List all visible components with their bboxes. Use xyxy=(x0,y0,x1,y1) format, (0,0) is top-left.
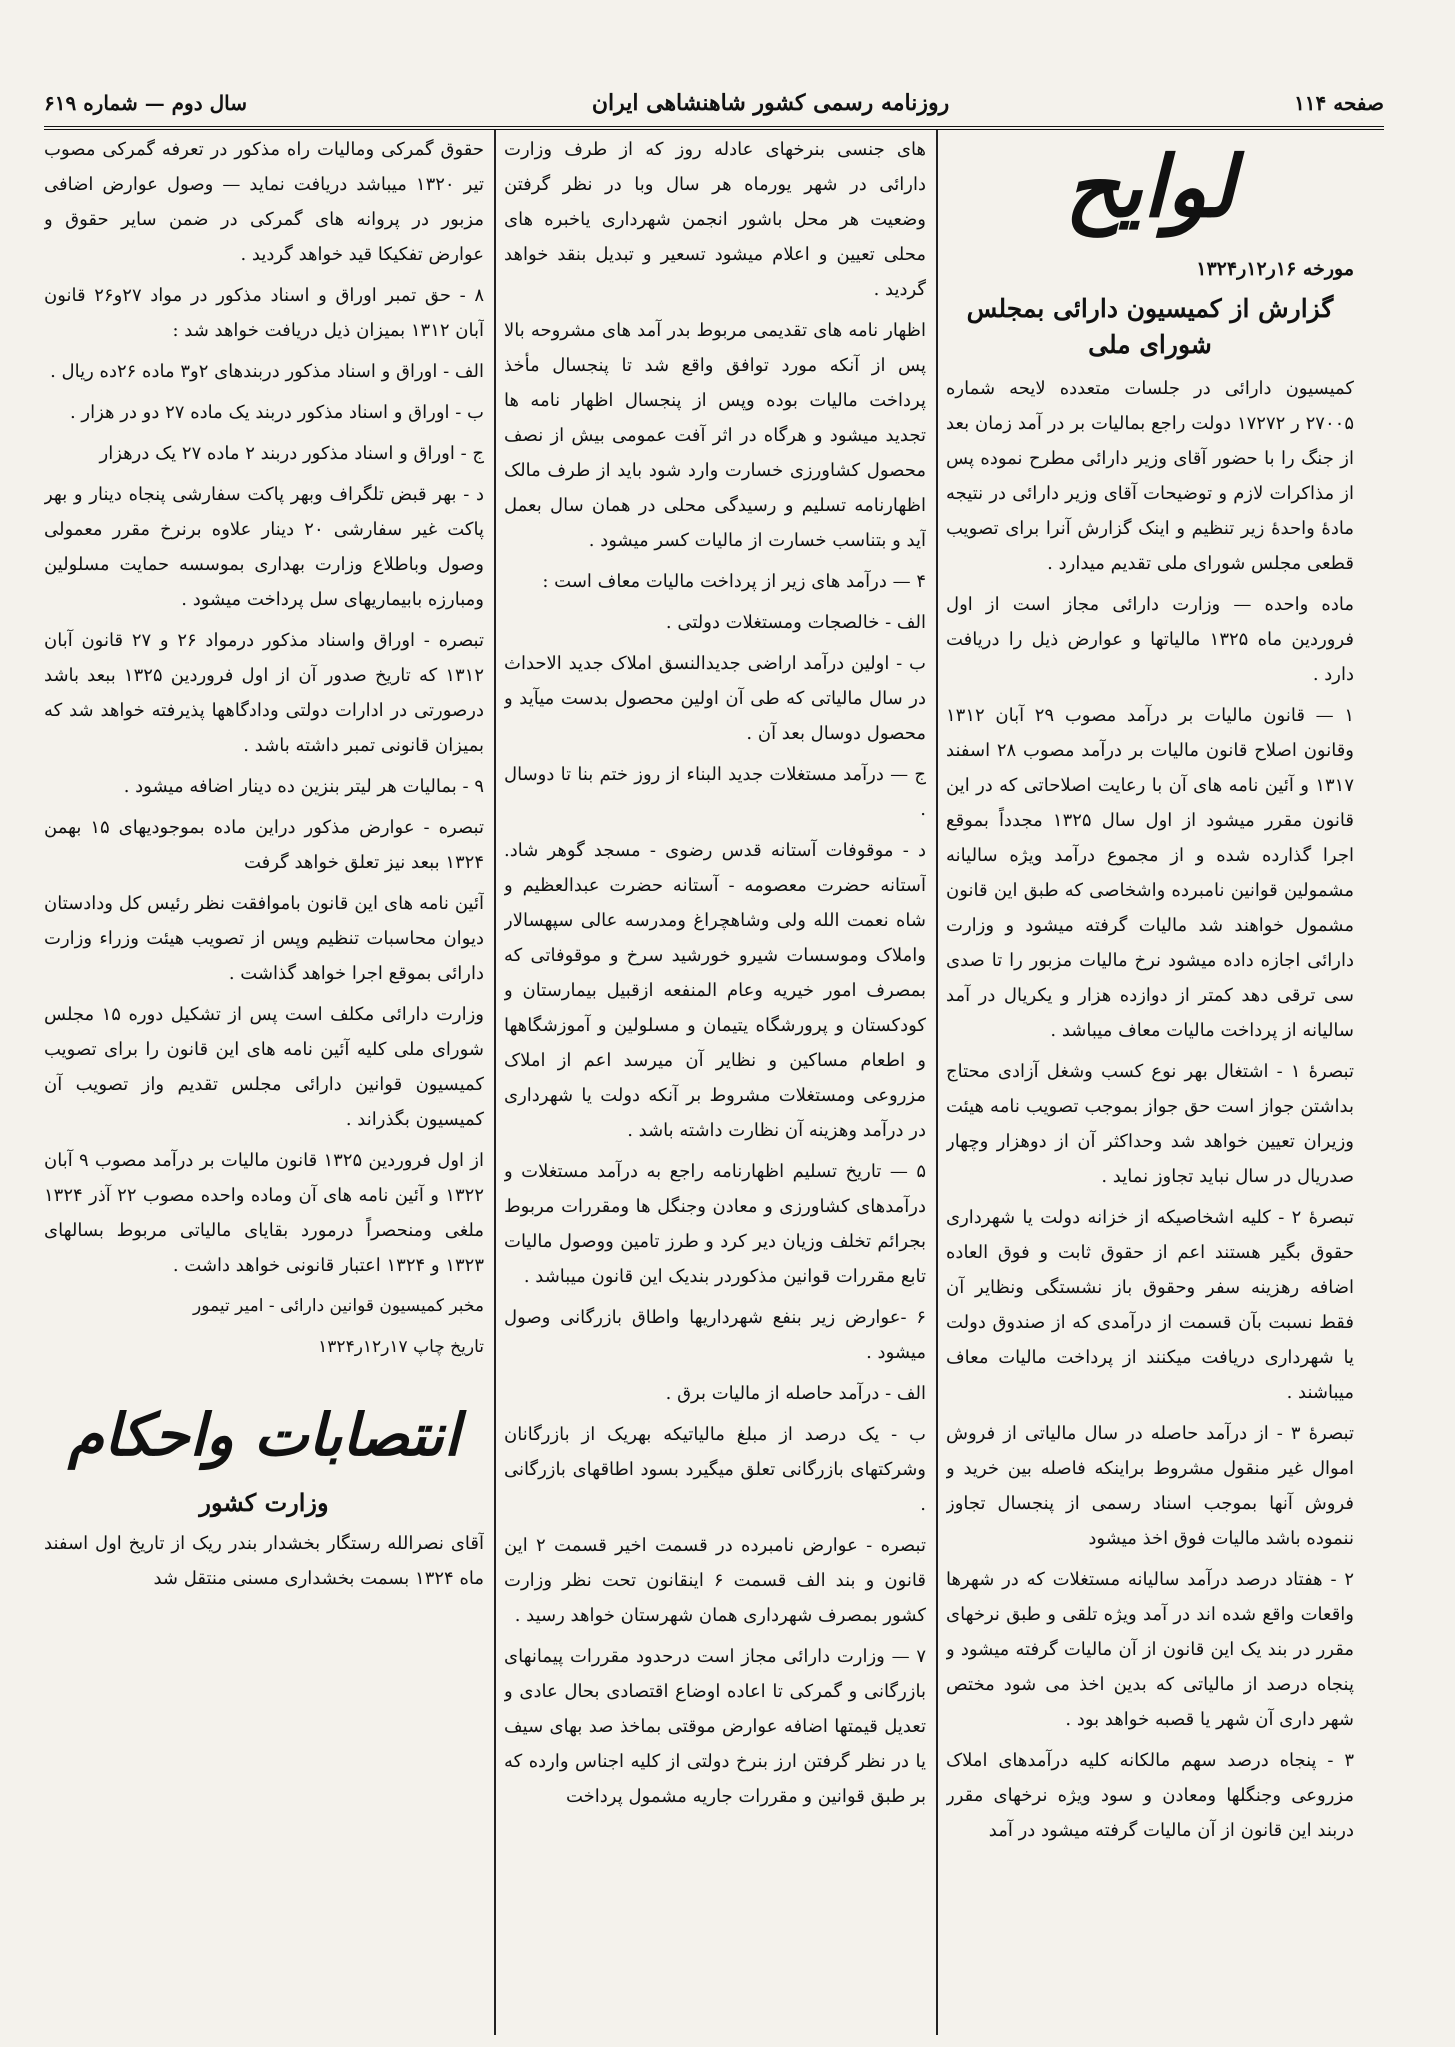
paragraph: ب - یک درصد از مبلغ مالیاتیکه بهریک از بازرگانان وشرکتهای بازرگانی تعلق میگیرد بسود اطاقهای بازرگانی . xyxy=(504,1424,926,1515)
column-left xyxy=(44,132,484,2027)
paragraph: ۸ - حق تمبر اوراق و اسناد مذکور در مواد ۲۷و۲۶ قانون آبان ۱۳۱۲ بمیزان ذیل دریافت خواهد شد : xyxy=(44,285,484,341)
paragraph: تبصرهٔ ۲ - کلیه اشخاصیکه از خزانه دولت یا شهرداری حقوق بگیر هستند اعم از حقوق ثابت و فوق العاده اضافه رهزینه سفر وحقوق باز نشستگی ونظایر آن فقط نسبت بآن قسمت از درآمدی که از صندوق دولت یا شهرداری دریافت میکنند از پرداخت مالیات معاف میباشند . xyxy=(946,1207,1354,1403)
appointment-notice: آقای نصرالله رستگار بخشدار بندر ریک از تاریخ اول اسفند ماه ۱۳۲۴ بسمت بخشداری مسنی منتقل شد xyxy=(44,1533,484,1589)
column-divider-right xyxy=(936,130,938,2035)
newspaper-title: روزنامه رسمی کشور شاهنشاهی ایران xyxy=(591,90,950,116)
paragraph: الف - درآمد حاصله از مالیات برق . xyxy=(665,1383,926,1404)
paragraph: ج — درآمد مستغلات جدید البناء از روز ختم بنا تا دوسال . xyxy=(504,764,926,820)
paragraph: اظهار نامه های تقدیمی مربوط بدر آمد های مشروحه بالا پس از آنکه مورد توافق واقع شد تا پنجسال مأخذ پرداخت مالیات بوده وپس از پنجسال اظهار نامه ها تجدید میشود و هرگاه در اثر آفت عمومی بیش از نصف محصول کشاورزی خسارت وارد شود باید از طرف مالک اظهارنامه تسلیم و رسیدگی محلی در همان سال بعمل آید و بتناسب خسارت از مالیات کسر میشود . xyxy=(504,320,926,551)
paragraph: تبصرهٔ ۱ - اشتغال بهر نوع کسب وشغل آزادی محتاج بداشتن جواز است حق جواز بموجب تصویب نامه هیئت وزیران تعیین خواهد شد وحداکثر آن از دوهزار وچهار صدریال در سال نباید تجاوز نماید . xyxy=(946,1061,1354,1187)
paragraph: تبصره - اوراق واسناد مذکور درمواد ۲۶ و ۲۷ قانون آبان ۱۳۱۲ که تاریخ صدور آن از اول فروردین ۱۳۲۵ ببعد باشد درصورتی در ادارات دولتی ودادگاهها پذیرفته خواهد شد که بمیزان قانونی تمبر داشته باشد . xyxy=(44,630,484,756)
issue-info: سال دوم — شماره ۶۱۹ xyxy=(44,91,247,115)
paragraph: الف - اوراق و اسناد مذکور دربندهای ۲و۳ ماده ۲۶ده ریال . xyxy=(50,361,484,382)
paragraph: ۳ - پنجاه درصد سهم مالکانه کلیه درآمدهای املاک مزروعی وجنگلها ومعادن و سود ویژه نرخهای مقرر دربند این قانون از آن مالیات گرفته میشود در آمد xyxy=(946,1750,1354,1841)
paragraph: وزارت دارائی مکلف است پس از تشکیل دوره ۱۵ مجلس شورای ملی کلیه آئین نامه های این قانون را برای تصویب کمیسیون قوانین دارائی مجلس تقدیم واز تصویب آن کمیسیون بگذراند . xyxy=(44,1004,484,1130)
paragraph: د - بهر قبض تلگراف وبهر پاکت سفارشی پنجاه دینار و بهر پاکت غیر سفارشی ۲۰ دینار علاوه برنرخ مقرر معمولی وصول وباطلاع وزارت بهداری بموسسه حمایت مسلولین ومبارزه بابیماریهای سل پرداخت میشود . xyxy=(44,484,484,610)
paragraph: ۶ -عوارض زیر بنفع شهرداریها واطاق بازرگانی وصول میشود . xyxy=(504,1307,926,1363)
paragraph: الف - خالصجات ومستغلات دولتی . xyxy=(665,612,926,633)
paragraph: د - موقوفات آستانه قدس رضوی - مسجد گوهر شاد. آستانه حضرت معصومه - آستانه حضرت عبدالعظیم و شاه نعمت الله ولی وشاهچراغ ومدرسه عالی سپهسالار واملاک وموسسات شیرو خورشید سرخ و موقوفاتی که بمصرف امور خیریه وعام المنفعه ازقبیل بیمارستان و کودکستان و پرورشگاه یتیمان و مسلولین و آموزشگاهها و اطعام مساکین و نظایر آن میرسد اعم از املاک مزروعی ومستغلات مشروط بر آنکه دولت یا شهرداری در درآمد وهزینه آن نظارت داشته باشد . xyxy=(504,840,926,1141)
column-divider-left xyxy=(494,130,496,2035)
paragraph: ۵ — تاریخ تسلیم اظهارنامه راجع به درآمد مستغلات و درآمدهای کشاورزی و معادن وجنگل ها ومقررات مربوط بجرائم تخلف وزیان دیر کرد و طرز تامین ووصول مالیات تابع مقررات قوانین مذکوردر بندیک این قانون میباشد . xyxy=(504,1161,926,1287)
section-title-appointments: انتصابات واحکام xyxy=(68,1401,460,1469)
report-date: مورخه ۱۶ر۱۲ر۱۳۲۴ xyxy=(1196,258,1354,280)
column-right xyxy=(946,132,1354,2027)
paragraph: ۷ — وزارت دارائی مجاز است درحدود مقررات پیمانهای بازرگانی و گمرکی تا اعاده اوضاع اقتصادی بحال عادی و تعدیل قیمتها اضافه عوارض موقتی بماخذ صد بهای سیف یا در نظر گرفتن ارز بنرخ دولتی از کلیه اجناس وارده که بر طبق قوانین و مقررات جاریه مشمول پرداخت xyxy=(504,1646,926,1807)
ministry-heading: وزارت کشور xyxy=(199,1488,329,1517)
paragraph: های جنسی بنرخهای عادله روز که از طرف وزارت دارائی در شهر یورماه هر سال وبا در نظر گرفتن وضعیت هر محل باشور انجمن شهرداری یاخبره های محلی تعیین و اعلام میشود تسعیر و تبدیل بنقد خواهد گردید . xyxy=(504,139,926,300)
paragraph: ب - اوراق و اسناد مذکور دربند یک ماده ۲۷ دو در هزار . xyxy=(69,402,484,423)
paragraph: ۲ - هفتاد درصد درآمد سالیانه مستغلات که در شهرها واقعات واقع شده اند در آمد ویژه تلقی و طبق نرخهای مقرر در بند یک این قانون از آن مالیات گرفته میشود و پنجاه درصد از مالیاتی که بدین اخذ می شود مختص شهر داری آن شهر یا قصبه خواهد بود . xyxy=(946,1569,1354,1730)
paragraph: کمیسیون دارائی در جلسات متعدده لایحه شماره ۲۷۰۰۵ ر ۱۷۲۷۲ دولت راجع بمالیات بر در آمد زمان بعد از جنگ را با حضور آقای وزیر دارائی مطرح نموده پس از مذاکرات لازم و توضیحات آقای وزیر دارائی در نتیجه مادهٔ واحدهٔ زیر تنظیم و اینک گزارش آنرا برای تصویب قطعی مجلس شورای ملی تقدیم میدارد . xyxy=(946,378,1354,574)
print-date: تاریخ چاپ ۱۷ر۱۲ر۱۳۲۴ xyxy=(318,1337,484,1357)
paragraph: ۱ — قانون مالیات بر درآمد مصوب ۲۹ آبان ۱۳۱۲ وقانون اصلاح قانون مالیات بر درآمد مصوب ۲۸ اسفند ۱۳۱۷ و آئین نامه های آن با رعایت اصلاحاتی که در این قانون مقرر میشود از اول سال ۱۳۲۵ مجدداً بموقع اجرا گذارده شده و از مجموع درآمد ویژه سالیانه مشمولین قوانین نامبرده واشخاصی که طبق این قانون مشمول خواهند شد مالیات گرفته میشود و وزارت دارائی اجازه داده میشود نرخ مالیات مزبور را تا صدی سی ترقی دهد کمتر از دوازده هزار و یکریال در آمد سالیانه از پرداخت مالیات معاف میباشد . xyxy=(946,705,1354,1041)
paragraph: آئین نامه های این قانون باموافقت نظر رئیس کل ودادستان دیوان محاسبات تنظیم وپس از تصویب هیئت وزراء وزارت دارائی بموقع اجرا خواهد گذاشت . xyxy=(44,893,484,984)
page-number: صفحه ۱۱۴ xyxy=(1294,91,1384,115)
report-heading: گزارش از کمیسیون دارائی بمجلس شورای ملی xyxy=(966,294,1334,359)
page-header xyxy=(44,80,1384,130)
paragraph: حقوق گمرکی ومالیات راه مذکور در تعرفه گمرکی مصوب تیر ۱۳۲۰ میباشد دریافت نماید — وصول عوارض اضافی مزبور در پروانه های گمرکی در ضمن سایر حقوق و عوارض تفکیکا قید خواهد گردید . xyxy=(44,139,484,265)
paragraph: تبصرهٔ ۳ - از درآمد حاصله در سال مالیاتی از فروش اموال غیر منقول مشروط براینکه فاصله بین خرید و فروش آنها بموجب اسناد رسمی از پنجسال تجاوز ننموده باشد مالیات فوق اخذ میشود xyxy=(946,1423,1354,1549)
column-middle xyxy=(504,132,926,2027)
paragraph: ۴ — درآمد های زیر از پرداخت مالیات معاف است : xyxy=(542,571,926,592)
section-logo-lavayeh: لوایح xyxy=(1065,137,1235,236)
rapporteur-signature: مخبر کمیسیون قوانین دارائی - امیر تیمور xyxy=(193,1296,484,1316)
paragraph: ۹ - بمالیات هر لیتر بنزین ده دینار اضافه میشود . xyxy=(123,776,484,797)
paragraph: از اول فروردین ۱۳۲۵ قانون مالیات بر درآمد مصوب ۹ آبان ۱۳۲۲ و آئین نامه های آن وماده واحده مصوب ۲۲ آذر ۱۳۲۴ ملغی ومنحصراً درمورد بقایای مالیاتی مربوط بسالهای ۱۳۲۳ و ۱۳۲۴ اعتبار قانونی خواهد داشت . xyxy=(44,1150,484,1276)
paragraph: ماده واحده — وزارت دارائی مجاز است از اول فروردین ماه ۱۳۲۵ مالیاتها و عوارض ذیل را دریافت دارد . xyxy=(946,594,1354,685)
paragraph: تبصره - عوارض مذکور دراین ماده بموجودیهای ۱۵ بهمن ۱۳۲۴ ببعد نیز تعلق خواهد گرفت xyxy=(44,817,484,873)
paragraph: ب - اولین درآمد اراضی جدیدالنسق املاک جدید الاحداث در سال مالیاتی که طی آن اولین محصول بدست میآید و محصول دوسال بعد آن . xyxy=(504,653,926,744)
paragraph: ج - اوراق و اسناد مذکور دربند ۲ ماده ۲۷ یک درهزار xyxy=(99,443,484,464)
paragraph: تبصره - عوارض نامبرده در قسمت اخیر قسمت ۲ این قانون و بند الف قسمت ۶ اینقانون تحت نظر وزارت کشور بمصرف شهرداری همان شهرستان خواهد رسید . xyxy=(504,1535,926,1626)
